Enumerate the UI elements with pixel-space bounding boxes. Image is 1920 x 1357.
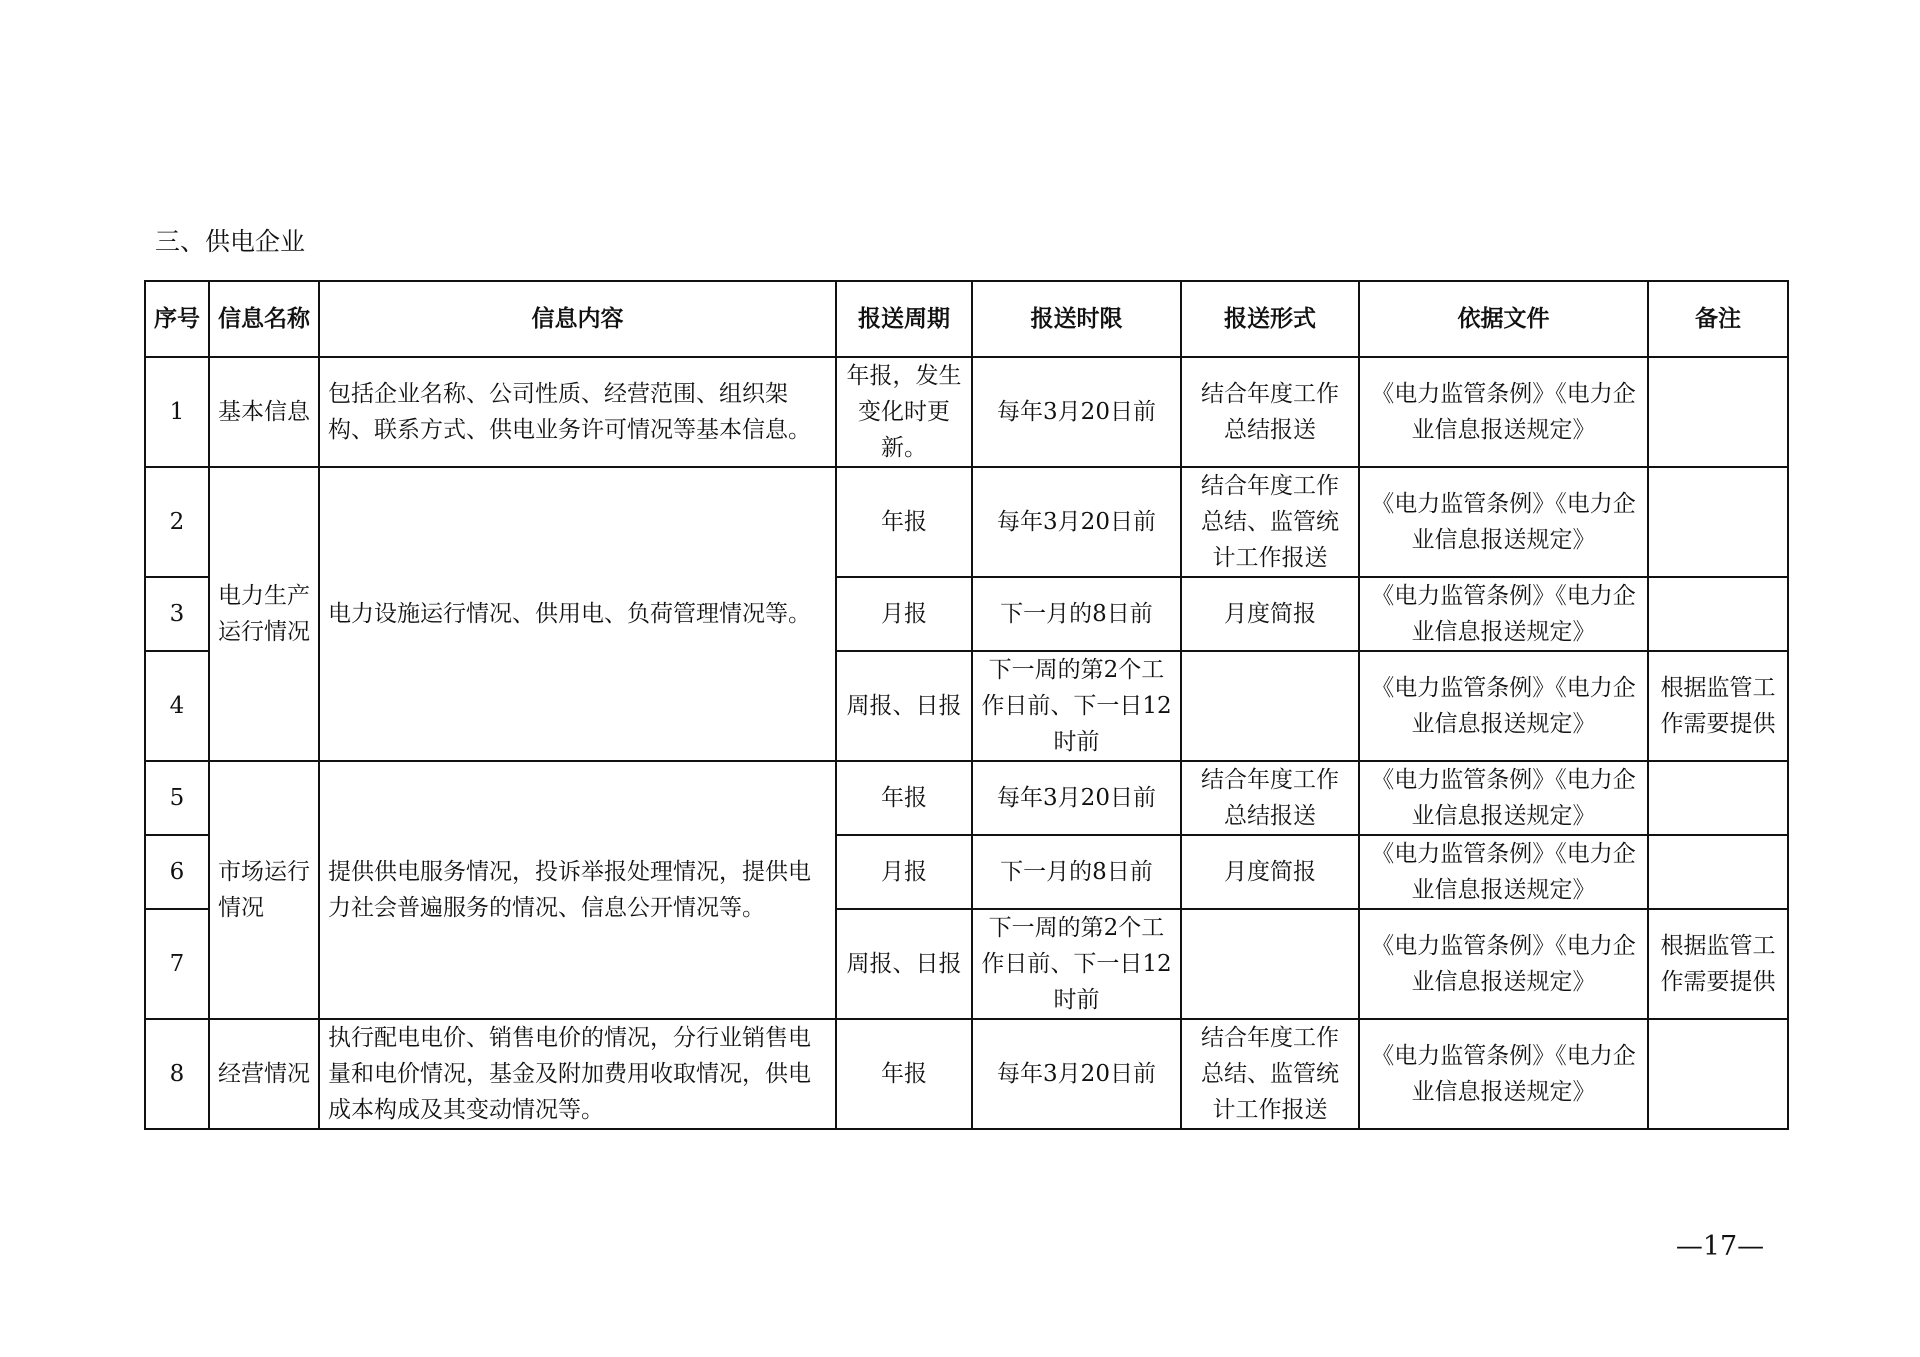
header-cycle: 报送周期	[836, 281, 972, 357]
cell-cycle: 月报	[836, 835, 972, 909]
header-content: 信息内容	[319, 281, 836, 357]
cell-seq: 8	[145, 1019, 209, 1129]
section-title: 三、供电企业	[155, 227, 306, 256]
cell-deadline: 每年3月20日前	[972, 761, 1181, 835]
header-name: 信息名称	[209, 281, 319, 357]
cell-remark: 根据监管工作需要提供	[1648, 909, 1788, 1019]
cell-deadline: 下一周的第2个工作日前、下一日12时前	[972, 651, 1181, 761]
cell-content: 执行配电电价、销售电价的情况，分行业销售电量和电价情况，基金及附加费用收取情况，供电成本构成及其变动情况等。	[319, 1019, 836, 1129]
supply-enterprise-info-table	[144, 280, 1789, 1130]
header-form: 报送形式	[1181, 281, 1359, 357]
cell-remark: 根据监管工作需要提供	[1648, 651, 1788, 761]
cell-remark	[1648, 467, 1788, 577]
cell-name: 基本信息	[209, 357, 319, 467]
cell-name: 市场运行情况	[209, 761, 319, 1019]
cell-basis: 《电力监管条例》《电力企业信息报送规定》	[1359, 909, 1648, 1019]
cell-remark	[1648, 357, 1788, 467]
table-row	[145, 761, 1788, 835]
cell-form: 结合年度工作总结报送	[1181, 357, 1359, 467]
cell-seq: 4	[145, 651, 209, 761]
cell-deadline: 每年3月20日前	[972, 1019, 1181, 1129]
cell-deadline: 每年3月20日前	[972, 357, 1181, 467]
cell-deadline: 下一月的8日前	[972, 577, 1181, 651]
cell-basis: 《电力监管条例》《电力企业信息报送规定》	[1359, 1019, 1648, 1129]
cell-seq: 2	[145, 467, 209, 577]
page-number: —17—	[1675, 1231, 1765, 1262]
cell-remark	[1648, 577, 1788, 651]
header-deadline: 报送时限	[972, 281, 1181, 357]
cell-deadline: 每年3月20日前	[972, 467, 1181, 577]
cell-form: 结合年度工作总结、监管统计工作报送	[1181, 467, 1359, 577]
cell-form: 月度简报	[1181, 577, 1359, 651]
header-basis: 依据文件	[1359, 281, 1648, 357]
cell-cycle: 年报	[836, 467, 972, 577]
cell-content: 包括企业名称、公司性质、经营范围、组织架构、联系方式、供电业务许可情况等基本信息。	[319, 357, 836, 467]
cell-basis: 《电力监管条例》《电力企业信息报送规定》	[1359, 835, 1648, 909]
table-row	[145, 1019, 1788, 1129]
cell-name: 经营情况	[209, 1019, 319, 1129]
cell-name: 电力生产运行情况	[209, 467, 319, 761]
cell-form: 月度简报	[1181, 835, 1359, 909]
cell-basis: 《电力监管条例》《电力企业信息报送规定》	[1359, 761, 1648, 835]
cell-seq: 6	[145, 835, 209, 909]
table-row	[145, 467, 1788, 577]
cell-form: 结合年度工作总结报送	[1181, 761, 1359, 835]
cell-seq: 1	[145, 357, 209, 467]
cell-seq: 5	[145, 761, 209, 835]
cell-basis: 《电力监管条例》《电力企业信息报送规定》	[1359, 577, 1648, 651]
header-seq: 序号	[145, 281, 209, 357]
cell-cycle: 年报	[836, 1019, 972, 1129]
cell-seq: 7	[145, 909, 209, 1019]
cell-basis: 《电力监管条例》《电力企业信息报送规定》	[1359, 357, 1648, 467]
cell-content: 电力设施运行情况、供用电、负荷管理情况等。	[319, 467, 836, 761]
cell-cycle: 年报，发生变化时更新。	[836, 357, 972, 467]
cell-remark	[1648, 1019, 1788, 1129]
cell-basis: 《电力监管条例》《电力企业信息报送规定》	[1359, 467, 1648, 577]
cell-seq: 3	[145, 577, 209, 651]
cell-basis: 《电力监管条例》《电力企业信息报送规定》	[1359, 651, 1648, 761]
cell-remark	[1648, 761, 1788, 835]
header-remark: 备注	[1648, 281, 1788, 357]
table-row	[145, 357, 1788, 467]
cell-form	[1181, 909, 1359, 1019]
cell-cycle: 年报	[836, 761, 972, 835]
cell-deadline: 下一周的第2个工作日前、下一日12时前	[972, 909, 1181, 1019]
cell-form: 结合年度工作总结、监管统计工作报送	[1181, 1019, 1359, 1129]
table-header-row	[145, 281, 1788, 357]
cell-deadline: 下一月的8日前	[972, 835, 1181, 909]
cell-cycle: 周报、日报	[836, 909, 972, 1019]
cell-cycle: 月报	[836, 577, 972, 651]
cell-cycle: 周报、日报	[836, 651, 972, 761]
cell-remark	[1648, 835, 1788, 909]
cell-content: 提供供电服务情况，投诉举报处理情况，提供电力社会普遍服务的情况、信息公开情况等。	[319, 761, 836, 1019]
cell-form	[1181, 651, 1359, 761]
